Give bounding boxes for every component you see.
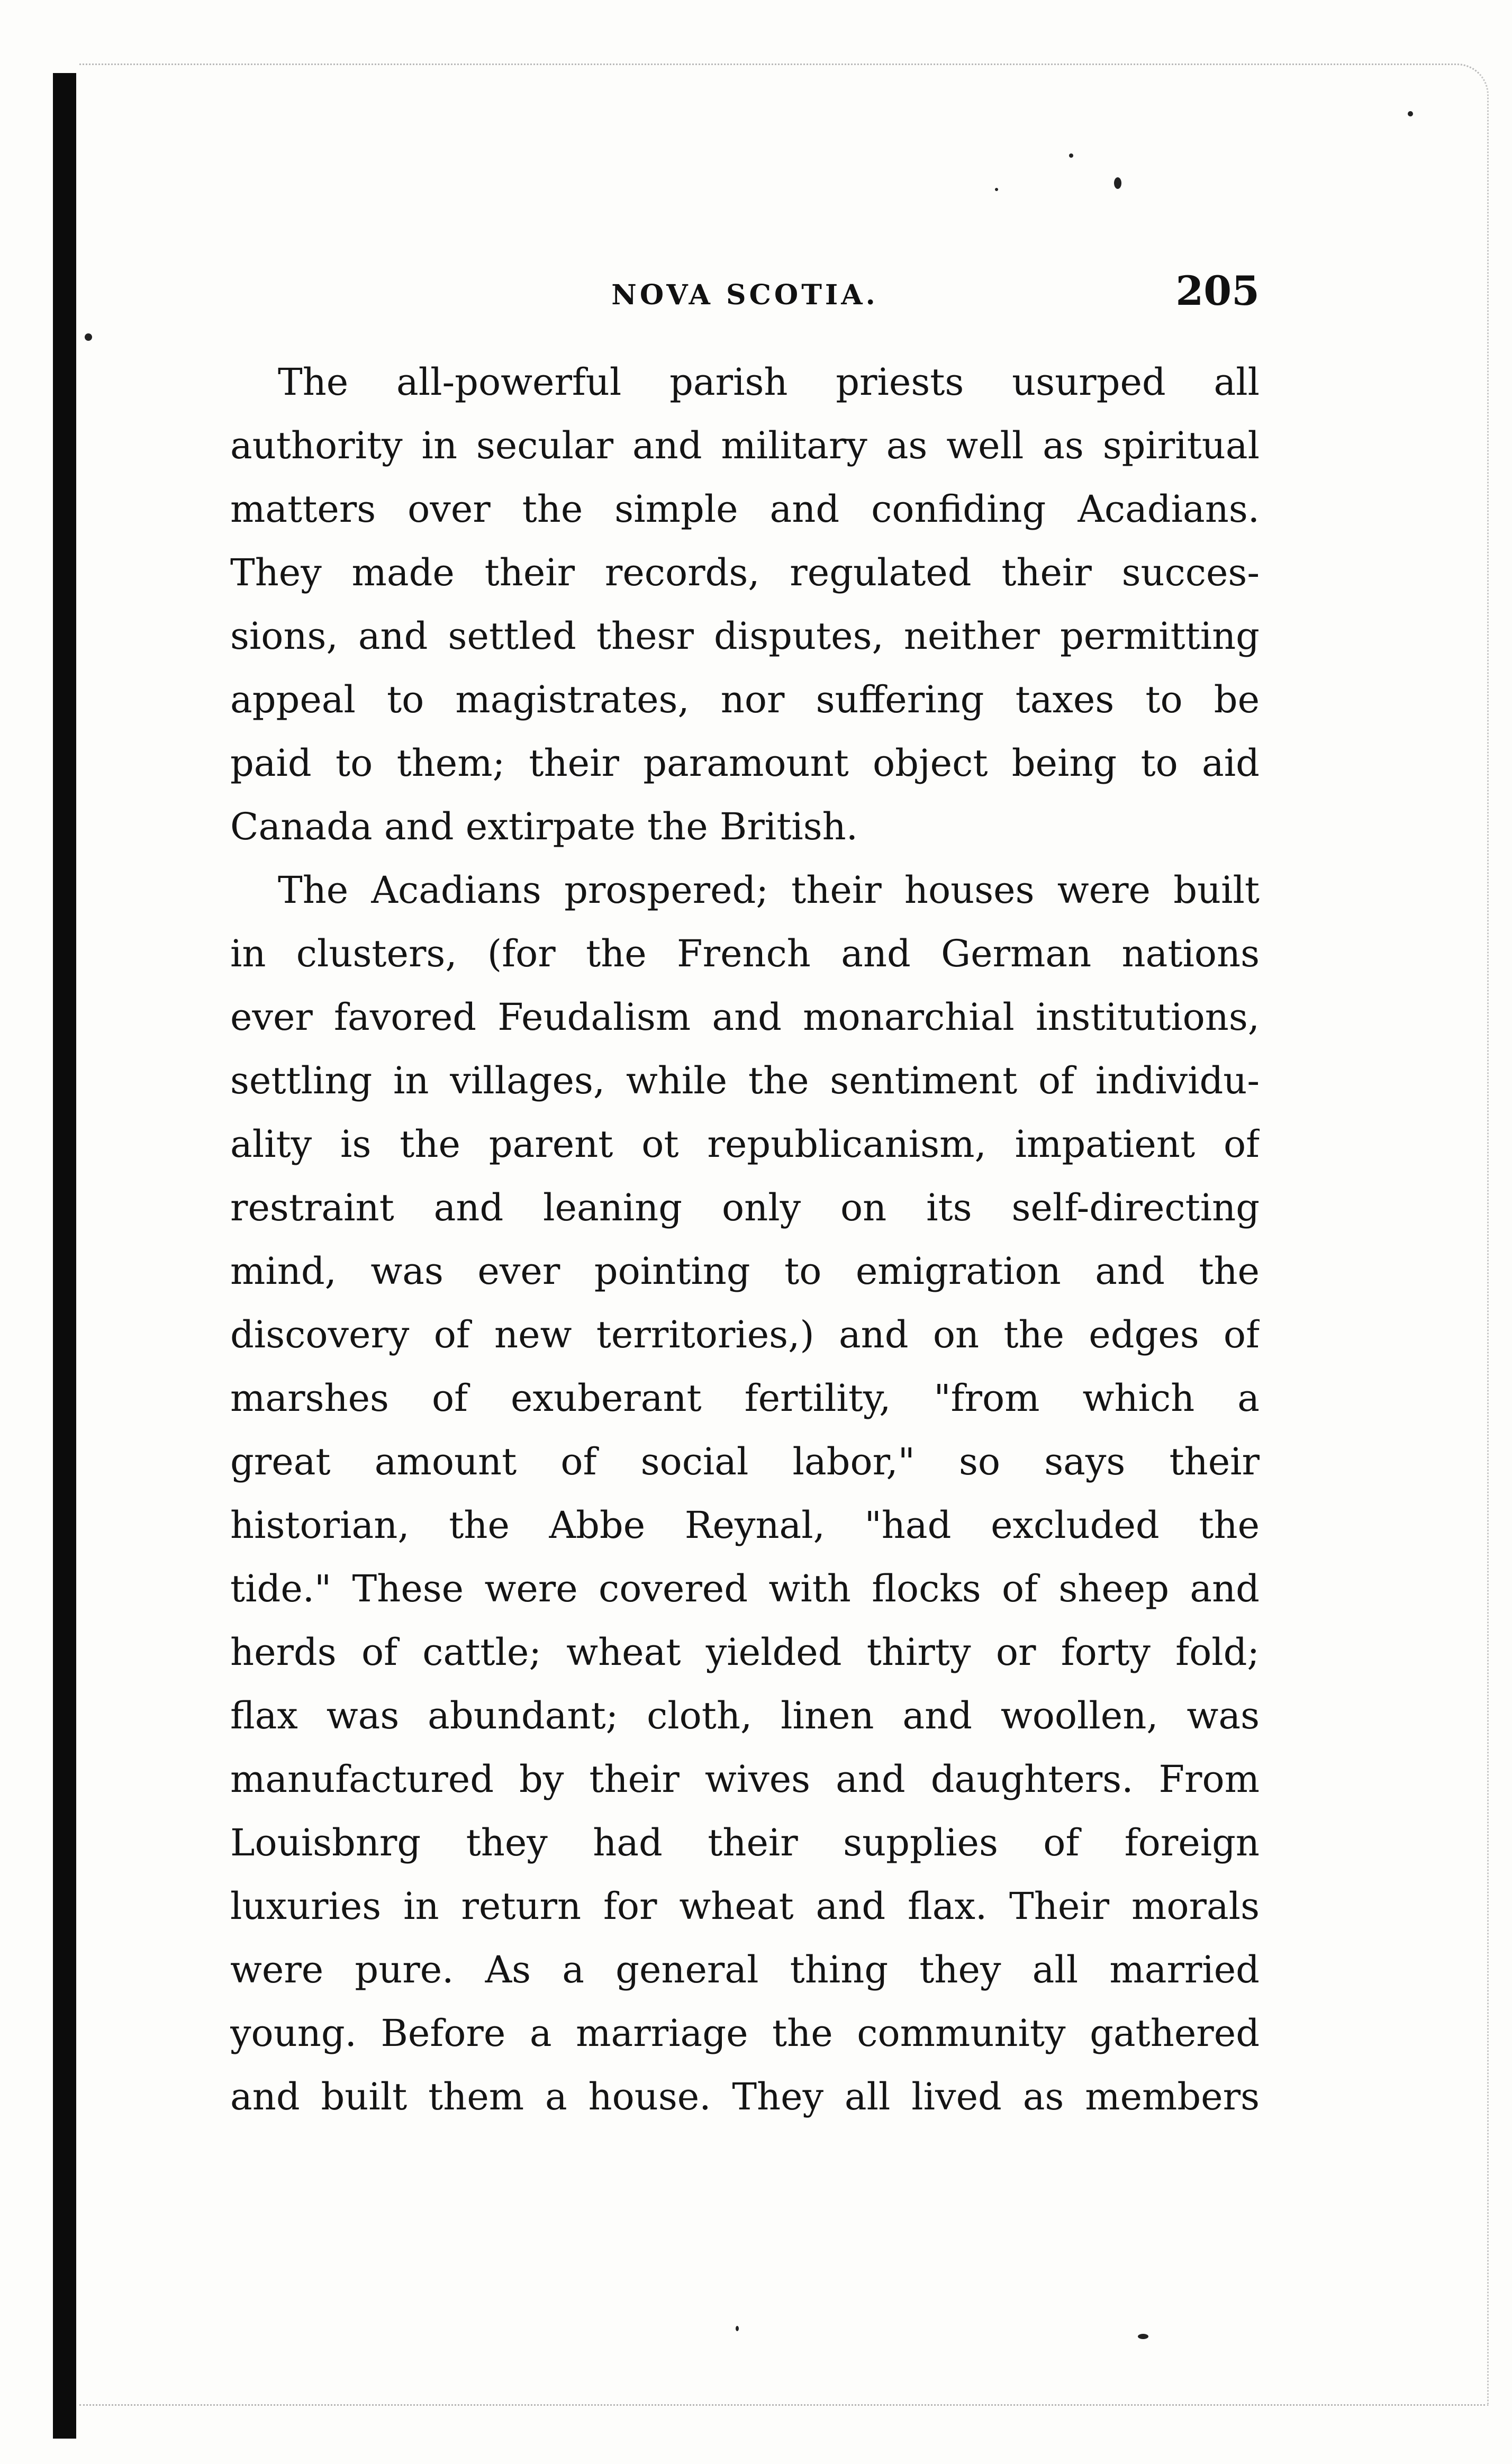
binding-shadow xyxy=(53,73,76,2439)
text-line: The Acadians prospered; their houses were built xyxy=(278,868,1260,912)
text-line: ality is the parent ot republicanism, impatient of xyxy=(230,1122,1260,1166)
page-header xyxy=(230,267,1260,325)
body-text xyxy=(230,350,1260,2128)
text-line: tide." These were covered with flocks of sheep and xyxy=(230,1567,1260,1610)
ink-speck xyxy=(1138,2334,1148,2339)
ink-speck xyxy=(1408,111,1413,116)
text-line: appeal to magistrates, nor suffering taxes to be xyxy=(230,678,1260,721)
ink-speck xyxy=(736,2326,739,2331)
text-line: historian, the Abbe Reynal, "had excluded the xyxy=(230,1503,1260,1547)
ink-speck xyxy=(995,188,998,191)
text-line: and built them a house. They all lived as members xyxy=(230,2075,1260,2118)
text-line: The all-powerful parish priests usurped all xyxy=(278,360,1260,404)
text-line: Canada and extirpate the British. xyxy=(230,805,858,848)
paragraph xyxy=(230,858,1260,2128)
text-line: luxuries in return for wheat and flax. Their morals xyxy=(230,1885,1260,1928)
text-line: authority in secular and military as well as spiritual xyxy=(230,424,1260,467)
text-line: flax was abundant; cloth, linen and woollen, was xyxy=(230,1694,1260,1737)
text-line: sions, and settled thesr disputes, neither permitting xyxy=(230,614,1260,658)
page-number: 205 xyxy=(1175,267,1260,314)
ink-speck xyxy=(1114,177,1121,189)
text-line: manufactured by their wives and daughters. From xyxy=(230,1758,1260,1801)
text-line: young. Before a marriage the community gathered xyxy=(230,2012,1260,2055)
text-line: They made their records, regulated their succes- xyxy=(230,551,1260,594)
text-line: great amount of social labor," so says their xyxy=(230,1440,1260,1483)
text-line: mind, was ever pointing to emigration and the xyxy=(230,1249,1260,1293)
text-line: were pure. As a general thing they all married xyxy=(230,1948,1260,1991)
text-line: restraint and leaning only on its self-directing xyxy=(230,1186,1260,1229)
text-line: settling in villages, while the sentiment of individu- xyxy=(230,1059,1260,1102)
text-line: matters over the simple and confiding Acadians. xyxy=(230,487,1260,531)
text-line: paid to them; their paramount object being to aid xyxy=(230,741,1260,785)
running-title: NOVA SCOTIA. xyxy=(611,279,879,311)
text-line: herds of cattle; wheat yielded thirty or forty fold; xyxy=(230,1630,1260,1674)
paragraph xyxy=(230,350,1260,858)
ink-speck xyxy=(85,333,92,341)
text-line: in clusters, (for the French and German nations xyxy=(230,932,1260,975)
ink-speck xyxy=(1069,153,1073,158)
text-line: ever favored Feudalism and monarchial institutions, xyxy=(230,995,1260,1039)
text-line: marshes of exuberant fertility, "from which a xyxy=(230,1376,1260,1420)
text-line: discovery of new territories,) and on the edges of xyxy=(230,1313,1260,1356)
text-line: Louisbnrg they had their supplies of foreign xyxy=(230,1821,1260,1864)
